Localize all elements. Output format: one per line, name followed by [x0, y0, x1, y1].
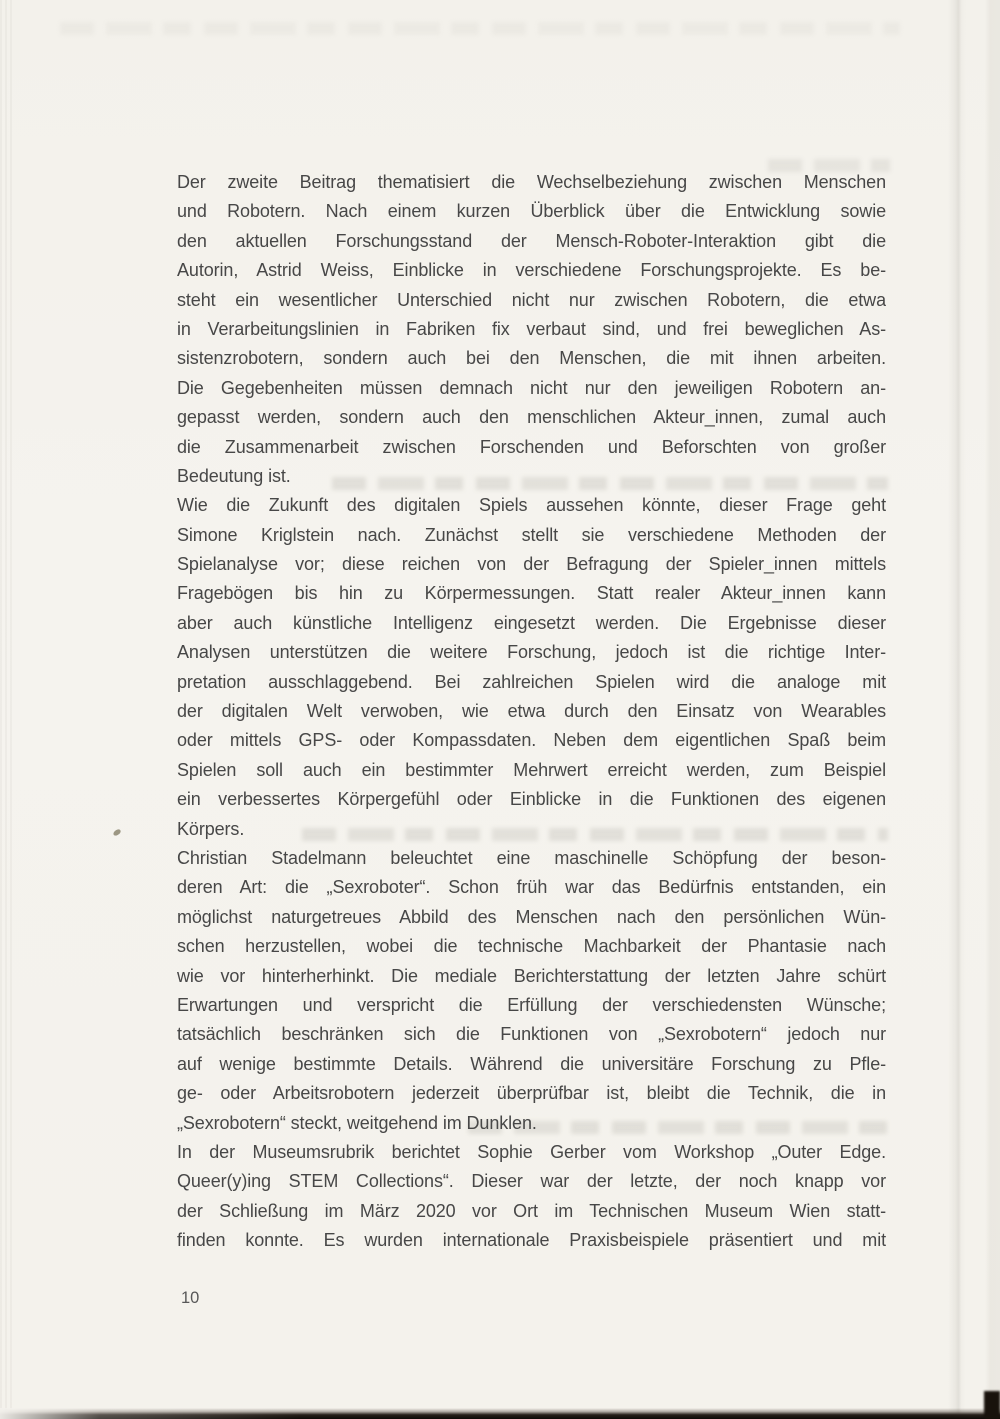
text-line: der digitalen Welt verwoben, wie etwa durch den Einsatz von Wearables — [177, 701, 886, 722]
text-line: Fragebögen bis hin zu Körpermessungen. Statt realer Akteur_innen kann — [177, 583, 886, 604]
text-line: deren Art: die „Sexroboter“. Schon früh war das Bedürfnis entstanden, ein — [177, 877, 886, 898]
paragraph — [177, 491, 886, 844]
text-line: wie vor hinterherhinkt. Die mediale Berichterstattung der letzten Jahre schürt — [177, 965, 886, 986]
bleed-through-text — [60, 22, 900, 35]
text-line: schen herzustellen, wobei die technische Machbarkeit der Phantasie nach — [177, 936, 886, 957]
page-number: 10 — [181, 1289, 200, 1307]
scan-bottom-edge — [0, 1408, 1000, 1419]
text-line: Wie die Zukunft des digitalen Spiels aussehen könnte, dieser Frage geht — [177, 495, 886, 516]
text-line: Die Gegebenheiten müssen demnach nicht nur den jeweiligen Robotern an- — [177, 377, 886, 398]
text-line: ge- oder Arbeitsrobotern jederzeit überprüfbar ist, bleibt die Technik, die in — [177, 1083, 886, 1104]
text-line: gepasst werden, sondern auch den menschlichen Akteur_innen, zumal auch — [177, 407, 886, 428]
paper-speck — [112, 828, 121, 836]
paragraph — [177, 168, 886, 491]
text-line: sistenzrobotern, sondern auch bei den Menschen, die mit ihnen arbeiten. — [177, 348, 886, 369]
text-line: Spielen soll auch ein bestimmter Mehrwert erreicht werden, zum Beispiel — [177, 759, 886, 780]
text-block — [177, 168, 886, 1255]
paragraph — [177, 844, 886, 1138]
text-line: pretation ausschlaggebend. Bei zahlreichen Spielen wird die analoge mit — [177, 671, 886, 692]
text-line: tatsächlich beschränken sich die Funktionen von „Sexrobotern“ jedoch nur — [177, 1024, 886, 1045]
text-line: steht ein wesentlicher Unterschied nicht nur zwischen Robotern, die etwa — [177, 289, 886, 310]
scan-left-edge — [0, 0, 14, 1419]
text-line: die Zusammenarbeit zwischen Forschenden und Beforschten von großer — [177, 436, 886, 457]
text-line: Simone Kriglstein nach. Zunächst stellt sie verschiedene Methoden der — [177, 524, 886, 545]
text-line: Queer(y)ing STEM Collections“. Dieser war der letzte, der noch knapp vor — [177, 1171, 886, 1192]
text-line: oder mittels GPS- oder Kompassdaten. Neben dem eigentlichen Spaß beim — [177, 730, 886, 751]
text-line: Analysen unterstützen die weitere Forschung, jedoch ist die richtige Inter- — [177, 642, 886, 663]
text-line: Spielanalyse vor; diese reichen von der Befragung der Spieler_innen mittels — [177, 554, 886, 575]
text-line: In der Museumsrubrik berichtet Sophie Gerber vom Workshop „Outer Edge. — [177, 1141, 886, 1162]
text-line: Bedeutung ist. — [177, 465, 291, 486]
text-line: „Sexrobotern“ steckt, weitgehend im Dunklen. — [177, 1112, 537, 1133]
scan-corner-shadow — [984, 1391, 1000, 1419]
scan-right-edge — [985, 0, 1000, 1419]
text-line: Autorin, Astrid Weiss, Einblicke in verschiedene Forschungsprojekte. Es be- — [177, 260, 886, 281]
text-line: der Schließung im März 2020 vor Ort im Technischen Museum Wien statt- — [177, 1200, 886, 1221]
text-line: möglichst naturgetreues Abbild des Menschen nach den persönlichen Wün- — [177, 906, 886, 927]
text-line: auf wenige bestimmte Details. Während die universitäre Forschung zu Pfle- — [177, 1053, 886, 1074]
text-line: Christian Stadelmann beleuchtet eine maschinelle Schöpfung der beson- — [177, 847, 886, 868]
text-line: Erwartungen und verspricht die Erfüllung der verschiedensten Wünsche; — [177, 994, 886, 1015]
text-line: Körpers. — [177, 818, 245, 839]
text-line: aber auch künstliche Intelligenz eingesetzt werden. Die Ergebnisse dieser — [177, 612, 886, 633]
text-line: finden konnte. Es wurden internationale Praxisbeispiele präsentiert und mit — [177, 1230, 886, 1251]
text-line: Der zweite Beitrag thematisiert die Wechselbeziehung zwischen Menschen — [177, 172, 886, 192]
text-line: in Verarbeitungslinien in Fabriken fix verbaut sind, und frei beweglichen As- — [177, 318, 886, 339]
text-line: den aktuellen Forschungsstand der Mensch-Roboter-Interaktion gibt die — [177, 230, 886, 251]
text-line: und Robotern. Nach einem kurzen Überblick über die Entwicklung sowie — [177, 201, 886, 222]
text-line: ein verbessertes Körpergefühl oder Einblicke in die Funktionen des eigenen — [177, 789, 886, 810]
page-crease — [948, 0, 966, 1419]
paragraph — [177, 1138, 886, 1256]
